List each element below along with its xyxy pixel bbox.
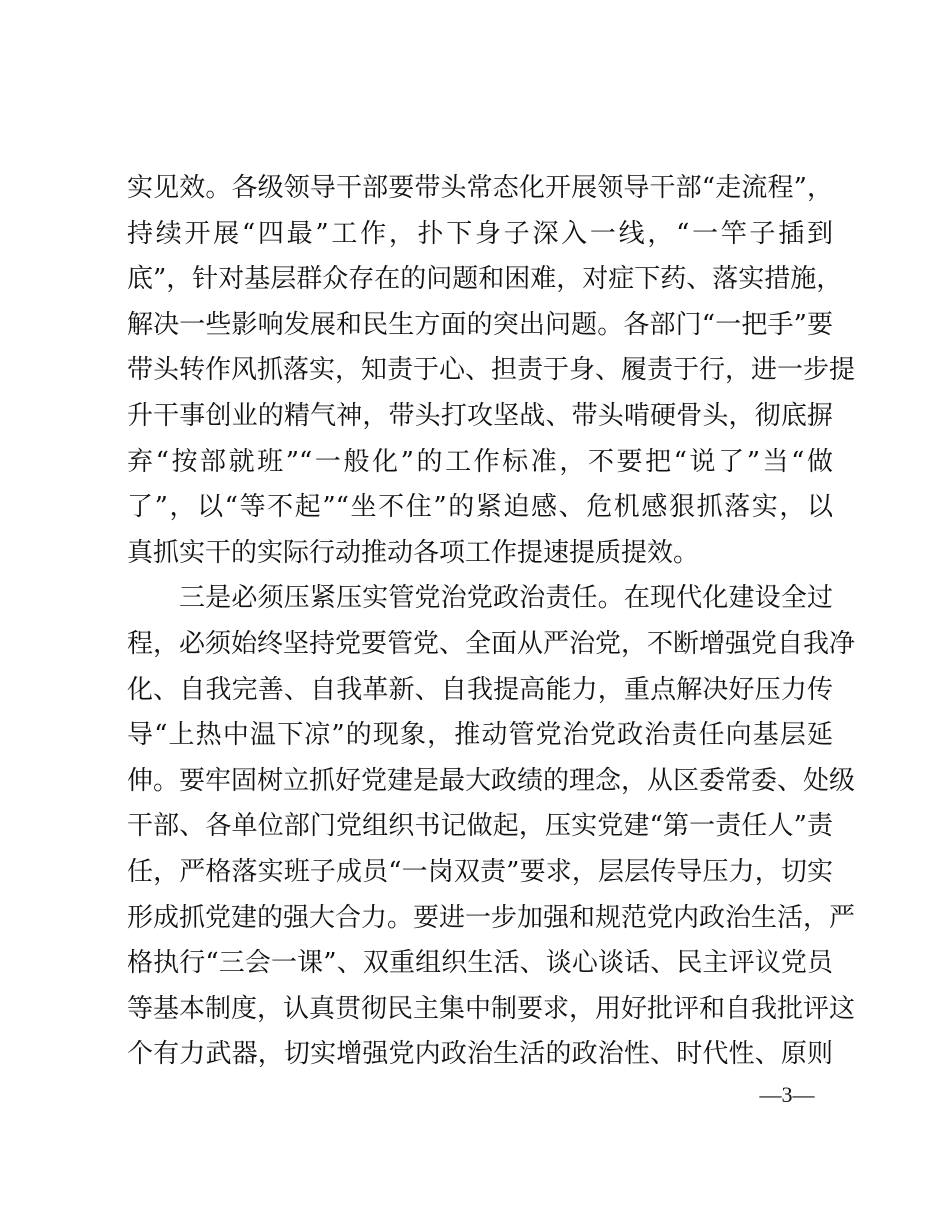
paragraph-1 bbox=[127, 166, 856, 576]
paragraph-line: 等基本制度，认真贯彻民主集中制要求，用好批评和自我批评这 bbox=[127, 993, 856, 1024]
paragraph-line: 化、自我完善、自我革新、自我提高能力，重点解决好压力传 bbox=[127, 674, 833, 705]
paragraph-line: 解决一些影响发展和民生方面的突出问题。各部门“一把手”要 bbox=[127, 309, 833, 340]
paragraph-line: 底”，针对基层群众存在的问题和困难，对症下药、落实措施， bbox=[127, 264, 843, 295]
paragraph-line: 任，严格落实班子成员“一岗双责”要求，层层传导压力，切实 bbox=[127, 856, 833, 887]
paragraph-line: 实见效。各级领导干部要带头常态化开展领导干部“走流程”， bbox=[127, 173, 833, 203]
paragraph-line: 带头转作风抓落实，知责于心、担责于身、履责于行，进一步提 bbox=[127, 355, 856, 386]
paragraph-line: 格执行“三会一课”、双重组织生活、谈心谈话、民主评议党员 bbox=[127, 948, 833, 979]
paragraph-line: 弃“按部就班”“一般化”的工作标准，不要把“说了”当“做 bbox=[127, 446, 833, 477]
paragraph-line: 三是必须压紧压实管党治党政治责任。在现代化建设全过 bbox=[179, 583, 833, 614]
page-number: —3— bbox=[759, 1082, 815, 1107]
paragraph-2 bbox=[127, 576, 856, 1078]
paragraph-line: 个有力武器，切实增强党内政治生活的政治性、时代性、原则 bbox=[127, 1039, 833, 1070]
paragraph-line: 程，必须始终坚持党要管党、全面从严治党，不断增强党自我净 bbox=[127, 628, 856, 659]
paragraph-line: 干部、各单位部门党组织书记做起，压实党建“第一责任人”责 bbox=[127, 811, 833, 842]
body-text bbox=[127, 166, 856, 1078]
paragraph-line: 了”，以“等不起”“坐不住”的紧迫感、危机感狠抓落实，以 bbox=[127, 492, 833, 523]
paragraph-line: 真抓实干的实际行动推动各项工作提速提质提效。 bbox=[127, 537, 700, 568]
paragraph-line: 伸。要牢固树立抓好党建是最大政绩的理念，从区委常委、处级 bbox=[127, 765, 856, 796]
paragraph-line: 升干事创业的精气神，带头打攻坚战、带头啃硬骨头，彻底摒 bbox=[127, 400, 833, 431]
paragraph-line: 形成抓党建的强大合力。要进一步加强和规范党内政治生活，严 bbox=[127, 902, 856, 933]
paragraph-line: 持续开展“四最”工作，扑下身子深入一线，“一竿子插到 bbox=[127, 218, 833, 249]
paragraph-line: 导“上热中温下凉”的现象，推动管党治党政治责任向基层延 bbox=[127, 720, 833, 751]
